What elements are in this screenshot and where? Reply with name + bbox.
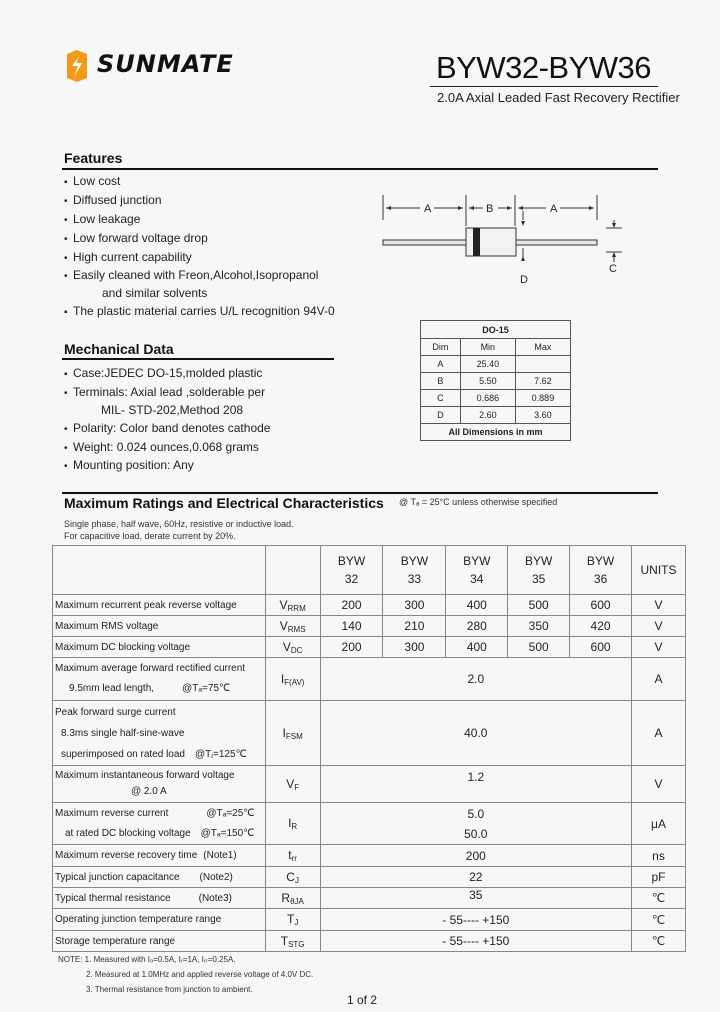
note-3: 3. Thermal resistance from junction to ambient.: [86, 985, 253, 994]
mechanical-item-continued: MIL- STD-202,Method 208: [101, 403, 244, 417]
dim-cell: 3.60: [515, 407, 570, 424]
mechanical-item: • Mounting position: Any: [64, 458, 194, 472]
ratings-title: Maximum Ratings and Electrical Characteristics: [64, 495, 384, 511]
value-cell: 140: [320, 616, 383, 637]
part-number-title: BYW32-BYW36: [436, 50, 652, 85]
dim-label-a-right: A: [550, 203, 558, 215]
unit-cell: ns: [632, 845, 686, 867]
mechanical-item: • Weight: 0.024 ounces,0.068 grams: [64, 440, 259, 454]
dim-label-d: D: [520, 274, 528, 286]
symbol-cell: $I_R$: [265, 803, 320, 845]
table-row: [53, 888, 686, 909]
param-cell: Maximum recurrent peak reverse voltage: [53, 595, 266, 616]
value-cell: - 55---- +150: [320, 909, 631, 931]
value-cell: 350: [508, 616, 570, 637]
symbol-cell: $t_{rr}$: [265, 845, 320, 867]
dim-cell: C: [421, 390, 461, 407]
value-cell: 400: [446, 637, 508, 658]
symbol-cell: $V_{RRM}$: [265, 595, 320, 616]
value-cell: 500: [508, 637, 570, 658]
feature-item: • Easily cleaned with Freon,Alcohol,Isopropanol: [64, 268, 319, 282]
ratings-table: [52, 545, 686, 952]
unit-cell: V: [632, 766, 686, 803]
model-header: BYW 35: [508, 546, 570, 595]
dim-cell: 5.50: [460, 373, 515, 390]
param-cell: Maximum reverse recovery time (Note1): [53, 845, 266, 867]
value-cell: 400: [446, 595, 508, 616]
unit-cell: pF: [632, 867, 686, 888]
dim-header: Dim: [421, 339, 461, 356]
dim-cell: D: [421, 407, 461, 424]
unit-cell: V: [632, 595, 686, 616]
model-header: BYW 36: [570, 546, 632, 595]
value-cell: 600: [570, 637, 632, 658]
feature-item: ▪ Low cost: [64, 174, 121, 188]
symbol-cell: $C_J$: [265, 867, 320, 888]
value-cell: 5.0 50.0: [320, 803, 631, 845]
dim-header: Min: [460, 339, 515, 356]
table-row: [53, 867, 686, 888]
unit-cell: A: [632, 658, 686, 701]
value-cell: 2.0: [320, 658, 631, 701]
note-2: 2. Measured at 1.0MHz and applied reverse voltage of 4.0V DC.: [86, 970, 314, 979]
title-underline: [430, 86, 658, 87]
dim-label-a-left: A: [424, 203, 432, 215]
mechanical-item: ▪ Case:JEDEC DO-15,molded plastic: [64, 366, 263, 380]
value-cell: 200: [320, 845, 631, 867]
param-cell: Typical thermal resistance (Note3): [53, 888, 266, 909]
unit-cell: ℃: [632, 888, 686, 909]
symbol-cell: $I_{F(AV)}$: [265, 658, 320, 701]
value-cell: 300: [383, 637, 446, 658]
symbol-cell: $V_{DC}$: [265, 637, 320, 658]
dim-cell: 7.62: [515, 373, 570, 390]
param-cell: Maximum instantaneous forward voltage @ 2.0 A: [53, 766, 266, 803]
model-header: BYW 33: [383, 546, 446, 595]
model-header: BYW 32: [320, 546, 383, 595]
page-number: 1 of 2: [347, 993, 378, 1007]
model-header: BYW 34: [446, 546, 508, 595]
table-row: [53, 845, 686, 867]
feature-item: • Low forward voltage drop: [64, 231, 208, 245]
param-cell: Maximum reverse current @Tₐ=25℃ at rated DC blocking voltage @Tₐ=150℃: [53, 803, 266, 845]
value-cell: 200: [320, 637, 383, 658]
logo-icon: [63, 48, 91, 84]
dimension-table-title: DO-15: [421, 321, 571, 339]
table-row: [53, 616, 686, 637]
mechanical-title: Mechanical Data: [64, 341, 174, 357]
param-cell: Storage temperature range: [53, 931, 266, 952]
value-cell: 420: [570, 616, 632, 637]
units-header: UNITS: [632, 546, 686, 595]
ratings-rule: [62, 492, 658, 494]
value-cell: 22: [320, 867, 631, 888]
dim-cell: A: [421, 356, 461, 373]
mechanical-item: • Polarity: Color band denotes cathode: [64, 421, 271, 435]
feature-item: • Diffused junction: [64, 193, 162, 207]
unit-cell: A: [632, 701, 686, 766]
param-cell: Typical junction capacitance (Note2): [53, 867, 266, 888]
symbol-cell: $T_J$: [265, 909, 320, 931]
features-title: Features: [64, 150, 123, 166]
value-cell: 1.2: [320, 766, 631, 803]
header-blank: [53, 546, 266, 595]
value-cell: 300: [383, 595, 446, 616]
feature-item: • High current capability: [64, 250, 192, 264]
features-rule: [62, 168, 658, 170]
table-row: [53, 595, 686, 616]
part-description: 2.0A Axial Leaded Fast Recovery Rectifier: [437, 90, 680, 105]
symbol-cell: $I_{FSM}$: [265, 701, 320, 766]
table-row: [53, 931, 686, 952]
dim-cell: B: [421, 373, 461, 390]
ratings-note-2: For capacitive load, derate current by 20%.: [64, 531, 236, 541]
unit-cell: ℃: [632, 909, 686, 931]
table-row: [53, 658, 686, 701]
param-cell: Maximum RMS voltage: [53, 616, 266, 637]
ratings-condition: @ Tₐ = 25°C unless otherwise specified: [399, 497, 558, 507]
dim-label-c: C: [609, 263, 617, 275]
value-cell: 500: [508, 595, 570, 616]
dimension-table: [420, 320, 571, 441]
param-cell: Maximum average forward rectified current 9.5mm lead length, @Tₐ=75℃: [53, 658, 266, 701]
param-cell: Maximum DC blocking voltage: [53, 637, 266, 658]
header-blank: [265, 546, 320, 595]
dim-cell: 0.686: [460, 390, 515, 407]
value-cell: 35: [320, 888, 631, 909]
mechanical-rule: [62, 358, 334, 360]
table-row: [53, 909, 686, 931]
symbol-cell: $V_F$: [265, 766, 320, 803]
unit-cell: V: [632, 637, 686, 658]
table-row: [53, 803, 686, 845]
feature-item: ▪ The plastic material carries U/L recognition 94V-0: [64, 304, 335, 318]
value-cell: 40.0: [320, 701, 631, 766]
feature-item-continued: and similar solvents: [102, 286, 208, 300]
mechanical-item: • Terminals: Axial lead ,solderable per: [64, 385, 266, 399]
note-1: NOTE: 1. Measured with Iₒ=0.5A, Iᵣ=1A, Iᵣᵣ=0.25A.: [58, 955, 236, 964]
param-cell: Operating junction temperature range: [53, 909, 266, 931]
dim-cell: 25.40: [460, 356, 515, 373]
value-cell: 210: [383, 616, 446, 637]
unit-cell: ℃: [632, 931, 686, 952]
ratings-note-1: Single phase, half wave, 60Hz, resistive or inductive load.: [64, 519, 294, 529]
unit-cell: μA: [632, 803, 686, 845]
feature-item: • Low leakage: [64, 212, 141, 226]
value-cell: 600: [570, 595, 632, 616]
package-diagram: [370, 190, 630, 290]
table-row: [53, 637, 686, 658]
dim-label-b: B: [486, 203, 494, 215]
param-cell: Peak forward surge current 8.3ms single half-sine-wave superimposed on rated load @Tⱼ=125℃: [53, 701, 266, 766]
value-cell: 200: [320, 595, 383, 616]
symbol-cell: $T_{STG}$: [265, 931, 320, 952]
logo: [63, 44, 263, 84]
symbol-cell: $R_{\theta JA}$: [265, 888, 320, 909]
dim-header: Max: [515, 339, 570, 356]
dim-cell: [515, 356, 570, 373]
dim-cell: 0.889: [515, 390, 570, 407]
dimension-table-footer: All Dimensions in mm: [421, 424, 571, 441]
symbol-cell: $V_{RMS}$: [265, 616, 320, 637]
logo-text: SUNMATE: [97, 50, 234, 78]
table-row: [53, 701, 686, 766]
value-cell: 280: [446, 616, 508, 637]
unit-cell: V: [632, 616, 686, 637]
value-cell: - 55---- +150: [320, 931, 631, 952]
table-row: [53, 766, 686, 803]
dim-cell: 2.60: [460, 407, 515, 424]
